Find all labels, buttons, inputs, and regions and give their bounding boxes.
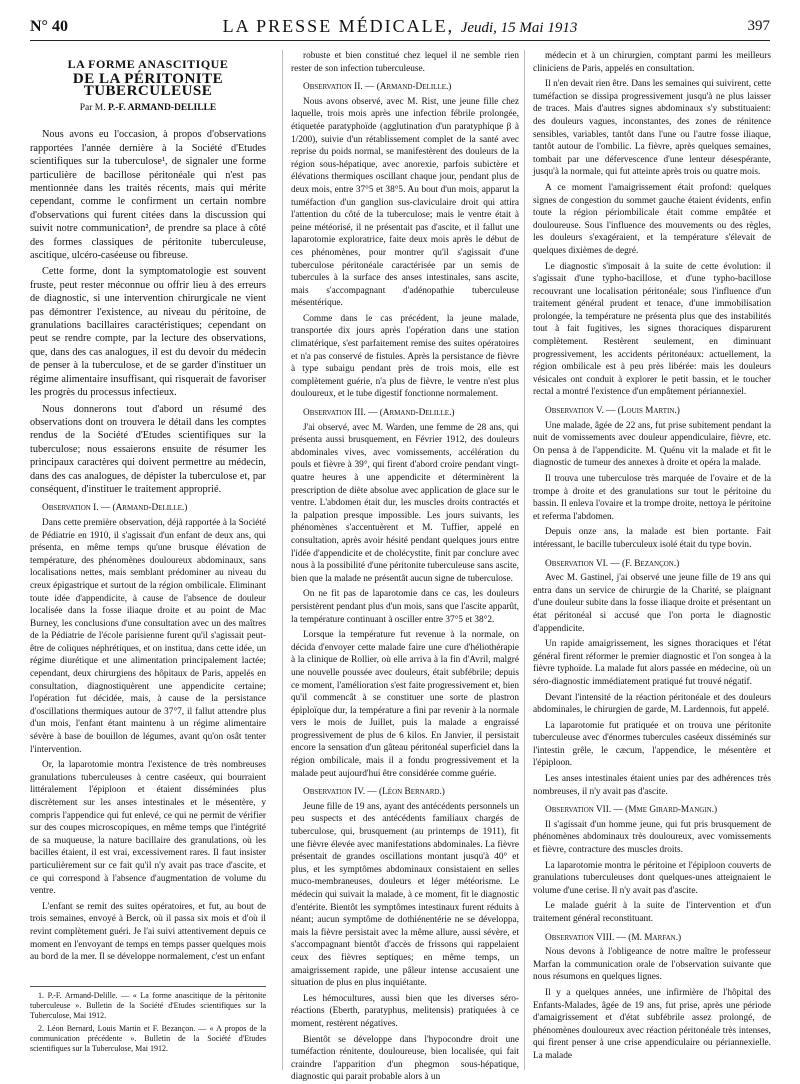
body-paragraph: Bientôt se développe dans l'hypocondre droit une tuméfaction rénitente, douloureuse, bien localisée, qui fait craindre l'apparition d'un phegmon sous-hépatique, diagnostic qui parait probable alors à un bbox=[291, 1034, 519, 1083]
body-paragraph: J'ai observé, avec M. Warden, une femme de 28 ans, qui présenta aussi brusquement, en Février 1912, des douleurs abdominales vives, avec vomissements, accélération du pouls et fièvre à 39°, qui firent d'abord croire pendant vingt-quatre heures à une appendicite et déterminèrent la prescription de diète absolue avec application de glace sur le ventre. L'abdomen était dur, les muscles droits contractés et la palpation presque impossible. Les jours suivants, les phénomènes s'accentuèrent et M. Tuffier, appelé en consultation, après avoir hésité pendant quelques jours entre l'idée d'appendicite et de cholécystite, finit par conclure avec nous à la possibilité d'une péritonite tuberculeuse sans ascite, bien que la malade ne présentât aucun signe de tuberculose. bbox=[291, 422, 519, 584]
journal-title bbox=[30, 16, 770, 37]
page-header bbox=[30, 14, 770, 41]
body-paragraph: Une malade, âgée de 22 ans, fut prise subitement pendant la nuit de vomissements avec douleur appendiculaire, fièvre, etc. On pensa à de l'appendicite. M. Quénu vit la malade et fit le diagnostic de tumeur des annexes à droite et opéra la malade. bbox=[533, 420, 771, 469]
observation-heading: Observation VIII. — (M. Marfan.) bbox=[545, 932, 682, 943]
body-paragraph: Lorsque la température fut revenue à la normale, on décida d'envoyer cette malade faire une cure d'héliothérapie à la clinique de Rollier, où elle arriva à la fin d'Avril, malgré une nouvelle poussée avec douleurs, était subfébrile; depuis ce moment, l'amélioration s'est faite progressivement et, bien qu'il commencât à se constituer une sorte de plastron épiploïque dur, la température a fini par revenir à la normale vers le mois de Juillet, puis la malade a engraissé progressivement de plus de 6 kilos. En Janvier, il persistait encore la sensation d'un gâteau péritonéal superficiel dans la région ombilicale, mais il a fondu progressivement et la malade peut aujourd'hui être considérée comme guérie. bbox=[291, 630, 519, 779]
body-paragraph: Le malade guérit à la suite de l'intervention et d'un traitement général reconstituant. bbox=[533, 901, 771, 924]
body-paragraph: Avec M. Gastinel, j'ai observé une jeune fille de 19 ans qui entra dans un service de chirurgie de la Charité, se plaignant d'une douleur subite dans la fosse iliaque droite et présentant un état péritonéal si accusé que l'on porta le diagnostic d'appendicite. bbox=[533, 573, 771, 634]
page-number: 397 bbox=[747, 18, 770, 34]
column-1 bbox=[30, 50, 266, 1050]
footnotes bbox=[30, 986, 266, 1056]
body-paragraph: Comme dans le cas précédent, la jeune malade, transportée dix jours après l'opération dans une station climatérique, s'est parfaitement remise des suites opératoires et n'a pas conservé de fistules. Après la persistance de fièvre à type subaigu pendant près de trois mois, elle est complètement guérie, n'a plus de fièvre, le ventre n'est plus douloureux, et le tube digestif fonctionne normalement. bbox=[291, 313, 519, 400]
byline-author: P.-F. ARMAND-DELILLE bbox=[107, 102, 217, 113]
body-paragraph: Nous devons à l'obligeance de notre maître le professeur Marfan la communication orale de l'observation suivante que nous résumons en quelques lignes. bbox=[533, 947, 771, 983]
footnote: 1. P.-F. Armand-Delille. — « La forme anascitique de la péritonite tuberculeuse ». Bulletin de la Société d'Etudes scientifiques sur la Tuberculose, Mai 1912. bbox=[30, 991, 266, 1021]
article-title-line1: LA FORME ANASCITIQUE bbox=[67, 57, 229, 71]
col3-body bbox=[533, 50, 771, 1063]
body-paragraph: Il s'agissait d'un homme jeune, qui fut pris brusquement de phénomènes abdominaux très douloureux, avec vomissements et fièvre, contracture des muscles droits. bbox=[533, 819, 771, 856]
body-paragraph: Depuis onze ans, la malade est bien portante. Fait intéressant, le bacille tuberculeux isolé était du type bovin. bbox=[533, 527, 771, 550]
intro-section bbox=[30, 128, 266, 496]
col1-body bbox=[30, 502, 266, 963]
body-paragraph: Devant l'intensité de la réaction péritonéale et des douleurs abdominales, le chirurgien de garde, M. Lardennois, fut appelé. bbox=[533, 692, 771, 716]
footnote: 2. Léon Bernard, Louis Martin et F. Bezançon. — « A propos de la communication précédente ». Bulletin de la Société d'Etudes scientifiques sur la Tuberculose, Mai 1912. bbox=[30, 1023, 266, 1054]
observation-heading: Observation VI. — (F. Bezançon.) bbox=[545, 558, 680, 569]
body-paragraph: Dans cette première observation, déjà rapportée à la Société de Pédiatrie en 1910, il s'agissait d'un enfant de deux ans, qui présenta, en même temps qu'une brusque élévation de température, des phénomènes douloureux abdominaux, sans localisations nettes, mais semblant prédominer au niveau du creux épigastrique et surtout de la région ombilicale. Eliminant toute idée d'appendicite, à cause de l'absence de douleur localisée dans la fosse iliaque droite et au point de Mac Burney, les conclusions d'une consultation avec un des maîtres de la Pédiatrie de l'école parisienne furent qu'il s'agissait peut-être de coliques néphrétiques, et on institua, dans cette idée, un régime diurétique et une alimentation principalement lactée; cependant, deux chirurgiens des hôpitaux de Paris, appelés en consultation, diagnostiquèrent une appendicite certaine; l'opération fut décidée, mais, à cause de la persistance d'oscillations thermiques autour de 37°7, il fallut attendre plus d'un mois, l'enfant étant maintenu à un régime alimentaire sévère à base de bouillon de légumes, avant qu'on osât tenter l'intervention. bbox=[30, 517, 266, 755]
body-paragraph: A ce moment l'amaigrissement était profond: quelques signes de congestion du sommet gauche étaient évidents, enfin toute la région périombilicale était comme empâtée et douloureuse. Sous l'influence des mouvements ou des règles, les douleurs s'exagéraient, et la température s'élevait de quelques dixièmes de degré. bbox=[533, 182, 771, 256]
observation-heading: Observation IV. — (Léon Bernard.) bbox=[303, 787, 445, 798]
body-paragraph: La laparotomie montra le péritoine et l'épiploon couverts de granulations tuberculeuses dont quelques-unes atteignaient le volume d'une cerise. Il n'y avait pas d'ascite. bbox=[533, 860, 771, 896]
body-paragraph: Nous avons observé, avec M. Rist, une jeune fille chez laquelle, trois mois après une infection fébrile prolongée, étiquetée paratyphoïde (agglutination d'un paratyphique β à 1/200), suivie d'un rétablissement complet de la santé avec reprise du poids normal, se manifestèrent des douleurs de la région sous-hépatique, avec anorexie, parfois subictère et élévations thermiques oscillant chaque jour, pendant plus de deux mois, entre 37°5 et 38°5. Au bout d'un mois, apparut la tuméfaction d'un ganglion sus-claviculaire droit qui attira l'attention du côté de la tuberculose; mais le ventre était à peine météorisé, il ne présentait pas d'ascite, et il fallut une laparotomie exploratrice, faite deux mois après le début de ces phénomènes, pour montrer qu'il s'agissait d'une tuberculose péritonéale caractérisée par un semis de tubercules à la surface des anses intestinales, sans ascite, mais s'accompagnant d'adénopathie tuberculeuse mésentérique. bbox=[291, 96, 519, 309]
observation-heading: Observation III. — (Armand-Delille.) bbox=[303, 408, 455, 419]
body-paragraph: Un rapide amaigrissement, les signes thoraciques et l'état général firent réformer le premier diagnostic et l'on songea à la fièvre typhoïde. La malade fut alors passée en médecine, où un séro-diagnostic immédiatement pratiqué fut trouvé négatif. bbox=[533, 639, 771, 687]
body-paragraph: La laparotomie fut pratiquée et on trouva une péritonite tuberculeuse avec d'énormes tubercules caséeux disséminés sur l'intestin grêle, le cæcum, l'appendice, le mésentère et l'épiploon. bbox=[533, 720, 771, 769]
body-paragraph: Le diagnostic s'imposait à la suite de cette évolution: il s'agissait d'une typho-bacillose, et d'une typho-bacillose recouvrant une localisation péritonéale; sous l'influence d'un traitement général prudent et tenace, d'une immobilisation prolongée, la température ne présenta plus que des instabilités tout à fait fugitives, les signes thoraciques disparurent complètement. Restèrent seulement, en diminuant progressivement, les accidents péritonéaux: actuellement, la région ombilicale est à peu près libérée: mais les douleurs vésicales ont conduit à explorer le petit bassin, et le toucher rectal a montré l'existence d'un empâtement périannexiel. bbox=[533, 261, 771, 398]
byline bbox=[30, 102, 266, 115]
article-title-line2: DE LA PÉRITONITE TUBERCULEUSE bbox=[72, 70, 224, 100]
column-3 bbox=[524, 50, 771, 1070]
body-paragraph: Jeune fille de 19 ans, ayant des antécédents personnels un peu suspects et des antécédents familiaux chargés de tuberculose, qui, brusquement (au printemps de 1911), fit une fièvre élevée avec manifestations abdominales. La fièvre présentait de grandes oscillations montant jusqu'à 40° et plus, et les symptômes abdominaux consistaient en selles muco-membraneuses, douleurs et léger météorisme. Le médecin qui suivait la malade, à ce moment, fit le diagnostic d'entérite. Bientôt les symptômes intestinaux furent réduits à néant; aucun symptôme de dothiénentérie ne se développa, mais la fièvre persistait avec la même allure, aussi sévère, et s'accompagnant bientôt d'accès de frissons qui rappelaient ceux des fièvres septiques; en même temps, un amaigrissement rapide, une pâleur intense accusaient une situation de plus en plus inquiétante. bbox=[291, 801, 519, 989]
observation-heading: Observation I. — (Armand-Delille.) bbox=[42, 503, 188, 514]
body-paragraph: médecin et à un chirurgien, comptant parmi les meilleurs cliniciens de Paris, appelés en consultation. bbox=[533, 51, 771, 74]
body-paragraph: L'enfant se remit des suites opératoires, et fut, au bout de trois semaines, envoyé à Berck, où il passa six mois et d'où il revint complètement guéri. Je l'ai suivi attentivement depuis ce moment en l'envoyant de temps en temps passer quelques mois au bord de la mer. Il se développe normalement, c'est un enfant bbox=[30, 901, 266, 963]
observation-heading: Observation V. — (Louis Martin.) bbox=[545, 406, 680, 417]
body-paragraph: Il n'en devait rien être. Dans les semaines qui suivirent, cette tuméfaction se dissipa progressivement jusqu'à ne plus laisser de traces. Mais d'autres signes abdominaux s'y substituaient: des douleurs vagues, inconstantes, des zones de rénitence sensibles, variables, tantôt dans l'une ou l'autre fosse iliaque, tantôt autour de l'ombilic. La fièvre, après quelques semaines, tombait par une défervescence d'une lenteur désespérante, jusqu'à la normale, qui fut atteinte après trois ou quatre mois. bbox=[533, 79, 771, 178]
body-paragraph: On ne fit pas de laparotomie dans ce cas, les douleurs persistèrent pendant plus d'un mois, sans que l'ascite apparût, la température continuant à osciller entre 37°5 et 38°2. bbox=[291, 589, 519, 625]
col2-body bbox=[291, 50, 519, 1084]
intro-paragraph: Nous avons eu l'occasion, à propos d'observations rapportées l'année dernière à la Société d'Etudes scientifiques sur la tuberculose¹, de signaler une forme particulière de bacillose péritonéale qui n'est pas mentionnée dans les traités récents, mais qui mérite cependant, comme le confirment un certain nombre d'observations qui furent citées dans la discussion qui suivit notre communication², de prendre sa place à côté des formes classiques de péritonite tuberculeuse, ascitique, ulcéro-caséeuse ou fibreuse. bbox=[30, 129, 266, 262]
body-paragraph: Les hémocultures, aussi bien que les diverses séro-réactions (Eberth, paratyphus, melitensis) pratiquées à ce moment, restèrent négatives. bbox=[291, 993, 519, 1029]
body-paragraph: Or, la laparotomie montra l'existence de très nombreuses granulations tuberculeuses à centre caséeux, qui bourraient littéralement l'épiploon et étaient disséminées plus discrètement sur les anses intestinales et le mésentère, y compris l'appendice qui fut enlevé, ce qui ne permit de vérifier sur des coupes microscopiques, en même temps que l'intégrité de sa muqueuse, la nature bacillaire des granulations, où les bacilles étaient, il est vrai, excessivement rares. Il faut insister particulièrement sur ce fait qu'il n'y avait pas trace d'ascite, et ce qui correspond à l'absence d'augmentation de volume du ventre. bbox=[30, 760, 266, 897]
body-paragraph: Les anses intestinales étaient unies par des adhérences très nombreuses, il n'y avait pas d'ascite. bbox=[533, 774, 771, 797]
body-paragraph: Il trouva une tuberculose très marquée de l'ovaire et de la trompe à droite et des granulations sur tout le péritoine du bassin. Il enleva l'ovaire et la trompe droite, nettoya le péritoine et referma l'abdomen. bbox=[533, 474, 771, 522]
issue-number: N° 40 bbox=[30, 18, 68, 35]
intro-paragraph: Cette forme, dont la symptomatologie est souvent fruste, peut rester méconnue ou offrir lieu à des erreurs de diagnostic, si une intervention chirurgicale ne vient pas démontrer l'existence, au niveau du péritoine, de granulations bacillaires caractéristiques; cependant on peut se rendre compte, par la lecture des observations, que, dans des cas analogues, il est du devoir du médecin de penser à la tuberculose, et de se garder d'instituer un régime alimentaire insuffisant, qui risquerait de favoriser les progrès du processus infectieux. bbox=[30, 266, 266, 399]
column-2 bbox=[282, 50, 519, 1083]
body-paragraph: Il y a quelques années, une infirmière de l'hôpital des Enfants-Malades, âgée de 19 ans, fut prise, après une période d'amaigrissement et d'état subfébrile assez prolongé, de phénomènes douloureux avec réaction péritonéale très intenses, qui firent penser à une crise appendiculaire ou périannexielle. La malade bbox=[533, 987, 771, 1061]
journal-name: LA PRESSE MÉDICALE, bbox=[222, 16, 455, 36]
byline-prefix: Par M. bbox=[79, 102, 106, 113]
body-paragraph: robuste et bien constitué chez lequel il ne semble rien rester de son infection tuberculeuse. bbox=[291, 51, 519, 74]
intro-paragraph: Nous donnerons tout d'abord un résumé des observations dont on trouvera le détail dans les comptes rendus de la Société d'Etudes scientifiques sur la tuberculose; nous essaierons ensuite de résumer les principaux caractères qui doivent permettre au médecin, dans des cas analogues, de dépister la tuberculose et, par conséquent, d'instituer le traitement approprié. bbox=[30, 403, 266, 495]
observation-heading: Observation II. — (Armand-Delille.) bbox=[303, 82, 452, 93]
issue-date: Jeudi, 15 Mai 1913 bbox=[460, 20, 578, 36]
observation-heading: Observation VII. — (Mme Girard-Mangin.) bbox=[545, 805, 718, 816]
